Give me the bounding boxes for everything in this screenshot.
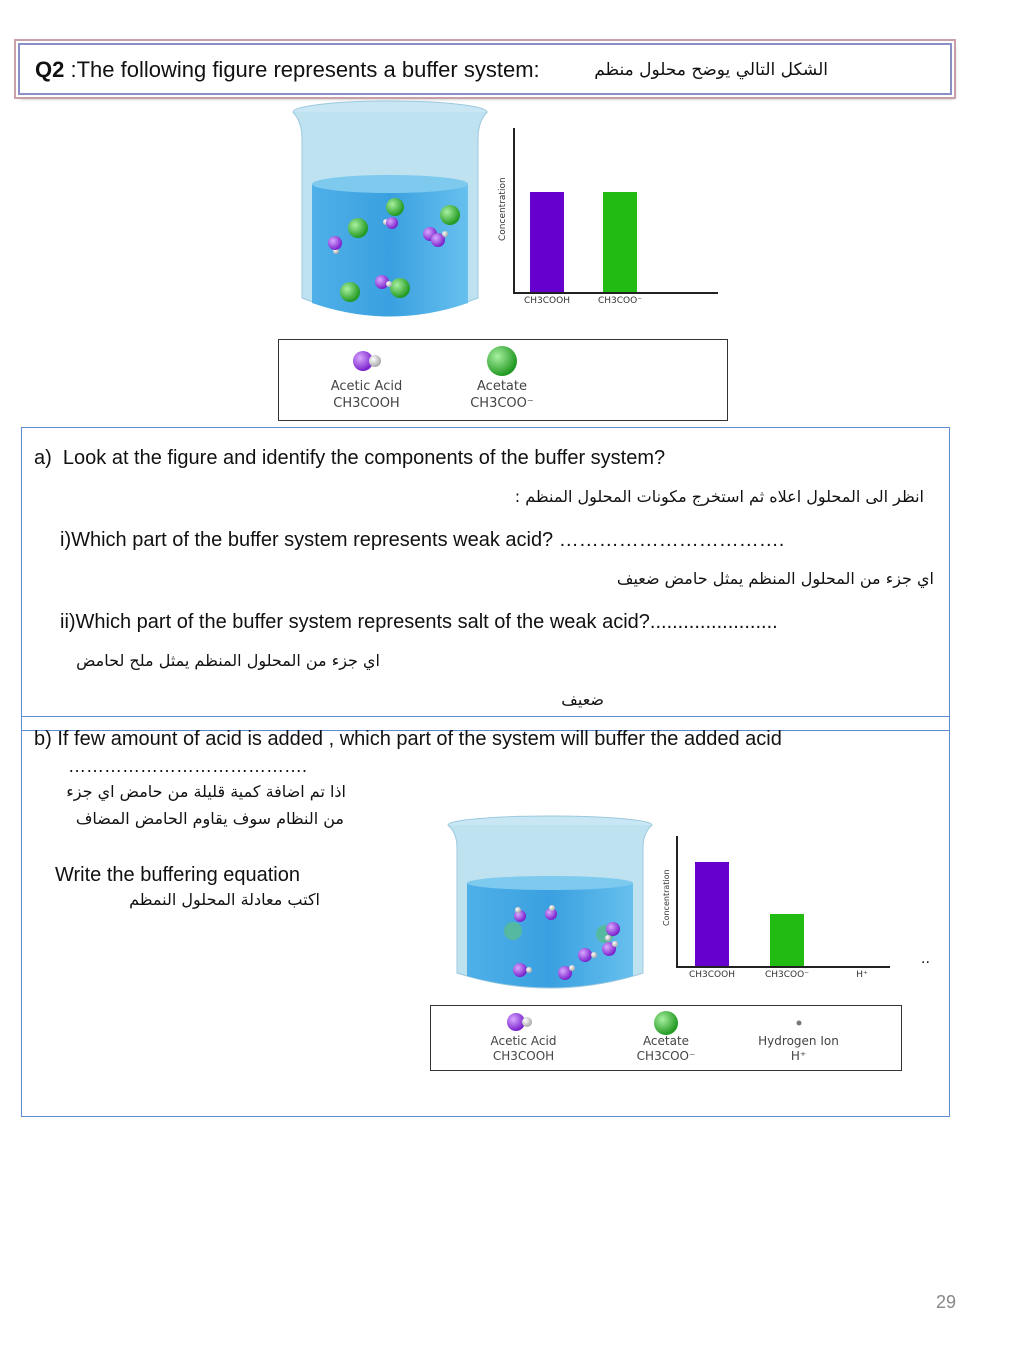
beaker-illustration-1: [290, 98, 490, 324]
acetic-acid-icon: [349, 348, 389, 374]
x-tick-label: CH3COOH: [689, 970, 735, 980]
bar: [770, 914, 804, 966]
legend-box-1: [278, 339, 728, 421]
salt-question: ii)Which part of the buffer system represents salt of the weak acid?.......................: [60, 611, 778, 633]
y-axis: [513, 128, 515, 292]
hydrogen-ion-icon: [794, 1018, 804, 1028]
beaker-illustration-2: [445, 813, 655, 993]
weak-acid-question: i)Which part of the buffer system represents weak acid? …………………………….: [60, 529, 785, 551]
buffering-equation-prompt-arabic: اكتب معادلة المحلول النمظم: [129, 890, 320, 909]
answer-dots: ………………………………….: [68, 756, 308, 776]
part-a-question: a) Look at the figure and identify the components of the buffer system?: [34, 447, 666, 469]
y-axis: [676, 836, 678, 966]
question-title-text: :The following figure represents a buffer system:: [64, 57, 540, 82]
salt-question-arabic-cont: ضعيف: [561, 690, 604, 709]
weak-acid-question-arabic: اي جزء من المحلول المنظم يمثل حامض ضعيف: [616, 569, 934, 588]
legend-box-2: [430, 1005, 902, 1071]
legend-item-acetic-acid: Acetic Acid CH3COOH: [490, 1034, 557, 1063]
part-b-question: b) If few amount of acid is added , which part of the system will buffer the added acid: [34, 728, 782, 750]
acetic-acid-icon: [503, 1011, 539, 1033]
part-b-question-arabic-1: اذا تم اضافة كمية قليلة من حامض اي جزء: [66, 782, 346, 801]
bar: [695, 862, 729, 966]
bar: [603, 192, 637, 292]
acetate-icon: [649, 1010, 683, 1036]
legend-item-hydrogen-ion: Hydrogen Ion H⁺: [758, 1034, 839, 1063]
page-number: 29: [936, 1292, 957, 1312]
concentration-chart-2: [660, 834, 900, 984]
salt-question-arabic: اي جزء من المحلول المنظم يمثل ملح لحامض: [76, 651, 380, 670]
legend-item-acetate: Acetate CH3COO⁻: [636, 1034, 696, 1063]
acetate-icon: [485, 345, 519, 377]
question-title: [35, 57, 540, 83]
y-axis-label: Concentration: [498, 177, 508, 241]
y-axis-label: Concentration: [662, 869, 671, 926]
concentration-chart-1: [496, 126, 726, 316]
x-axis: [676, 966, 890, 968]
trailing-dots: ..: [921, 950, 930, 967]
buffering-equation-prompt: Write the buffering equation: [55, 864, 300, 886]
question-number: Q2: [35, 57, 65, 82]
bar: [530, 192, 564, 292]
part-b-question-arabic-2: من النظام سوف يقاوم الحامض المضاف: [75, 809, 344, 828]
part-a-question-arabic: انظر الى المحلول اعلاه ثم استخرج مكونات المحلول المنظم :: [514, 487, 924, 506]
legend-item-acetic-acid: Acetic Acid CH3COOH: [330, 379, 403, 411]
legend-item-acetate: Acetate CH3COO⁻: [470, 379, 534, 411]
x-tick-label: CH3COOH: [524, 296, 570, 306]
x-tick-label: CH3COO⁻: [765, 970, 809, 980]
x-axis: [513, 292, 718, 294]
x-tick-label: CH3COO⁻: [598, 296, 642, 306]
question-title-arabic: الشكل التالي يوضح محلول منظم: [594, 60, 828, 80]
x-tick-label: H⁺: [856, 970, 868, 980]
